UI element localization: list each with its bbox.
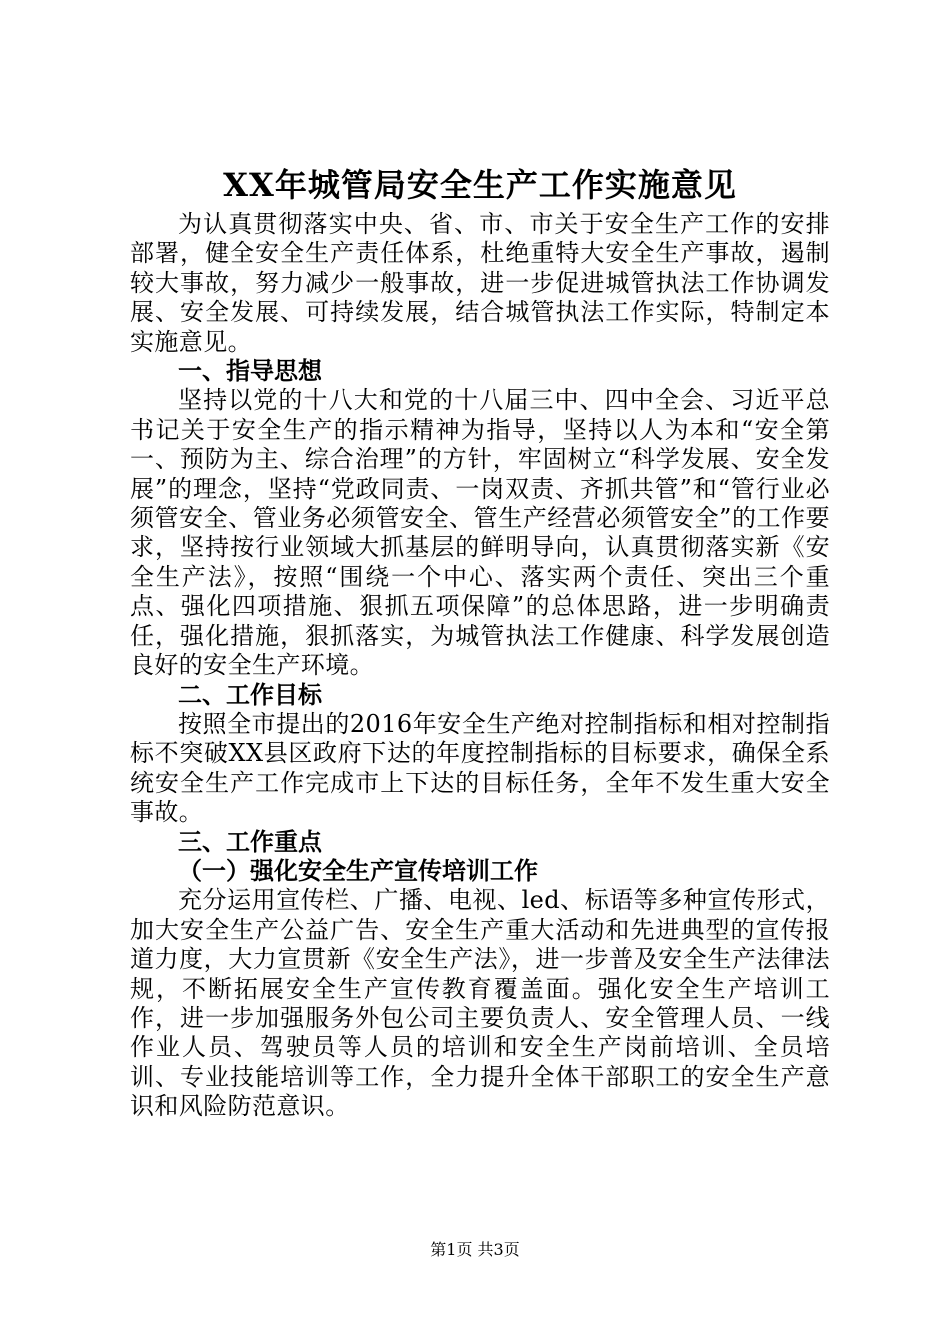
subsection1-paragraph: 充分运用宣传栏、广播、电视、led、标语等多种宣传形式，加大安全生产公益广告、安全生产重大活动和先进典型的宣传报道力度，大力宣贯新《安全生产法》，进一步普及安全生产法律法规，不断拓展安全生产宣传教育覆盖面。强化安全生产培训工作，进一步加强服务外包公司主要负责人、安全管理人员、一线作业人员、驾驶员等人员的培训和安全生产岗前培训、全员培训、专业技能培训等工作，全力提升全体干部职工的安全生产意识和风险防范意识。 (130, 886, 830, 1121)
page-number-footer: 第1页 共3页 (430, 1240, 520, 1259)
section1-paragraph: 坚持以党的十八大和党的十八届三中、四中全会、习近平总书记关于安全生产的指示精神为指导，坚持以人为本和“安全第一、预防为主、综合治理”的方针，牢固树立“科学发展、安全发展”的理念，坚持“党政同责、一岗双责、齐抓共管”和“管行业必须管安全、管业务必须管安全、管生产经营必须管安全”的工作要求，坚持按行业领域大抓基层的鲜明导向，认真贯彻落实新《安全生产法》，按照“围绕一个中心、落实两个责任、突出三个重点、强化四项措施、狠抓五项保障”的总体思路，进一步明确责任，强化措施，狠抓落实，为城管执法工作健康、科学发展创造良好的安全生产环境。 (130, 386, 830, 680)
document-title: XX年城管局安全生产工作实施意见 (223, 166, 737, 204)
document-page (130, 160, 830, 1122)
section1-heading: 一、指导思想 (178, 357, 322, 386)
intro-paragraph: 为认真贯彻落实中央、省、市、市关于安全生产工作的安排部署，健全安全生产责任体系，杜绝重特大安全生产事故，遏制较大事故，努力减少一般事故，进一步促进城管执法工作协调发展、安全发展、可持续发展，结合城管执法工作实际，特制定本实施意见。 (130, 210, 830, 356)
subsection1-heading: （一）强化安全生产宣传培训工作 (178, 856, 538, 885)
section3-heading: 三、工作重点 (178, 827, 322, 856)
section2-paragraph: 按照全市提出的2016年安全生产绝对控制指标和相对控制指标不突破XX县区政府下达的年度控制指标的目标要求，确保全系统安全生产工作完成市上下达的目标任务，全年不发生重大安全事故。 (130, 709, 830, 827)
section2-heading: 二、工作目标 (178, 680, 322, 709)
